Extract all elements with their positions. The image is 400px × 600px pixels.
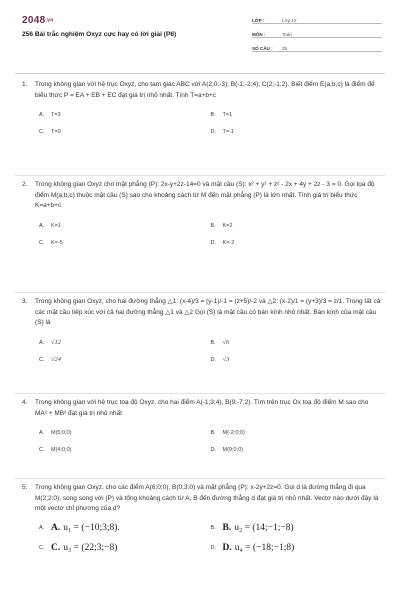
meta-value: Toán	[282, 32, 292, 37]
question-divider	[15, 292, 385, 293]
logo-suffix: .vn	[45, 17, 54, 24]
meta-label: SỐ CÂU :	[252, 46, 273, 51]
option-b[interactable]	[211, 428, 383, 439]
option-inner-letter: A.	[51, 523, 61, 534]
option-b[interactable]	[211, 523, 383, 534]
option-value: K=-5	[51, 239, 63, 246]
meta-row-socau	[252, 41, 382, 52]
option-letter: B.	[210, 112, 216, 119]
option-d[interactable]	[211, 127, 383, 138]
option-letter: C.	[39, 545, 45, 552]
question-3	[22, 297, 382, 369]
question-number: 5.	[22, 484, 28, 491]
option-letter: B.	[210, 339, 216, 346]
option-value: M(4;0;0)	[51, 447, 72, 454]
option-inner-letter: D.	[222, 543, 232, 554]
option-value: K=2	[222, 222, 233, 229]
option-letter: C.	[39, 447, 45, 454]
option-value: M(9;0;0)	[222, 447, 243, 454]
option-value: M(-2;0;0)	[222, 430, 245, 437]
question-stem: Trong không gian với hệ trục toạ độ Oxyz, cho hai điểm A(-1;3;4), B(9;-7;2). Tìm trên trục Ox toạ độ điểm M sao cho MA² + MB² đạt giá trị nhỏ nhất	[35, 399, 369, 417]
option-letter: C.	[39, 129, 45, 136]
option-c[interactable]	[39, 355, 211, 366]
option-inner-letter: C.	[51, 543, 61, 554]
question-divider	[15, 393, 385, 394]
meta-row-lop	[252, 13, 382, 24]
document-header	[0, 0, 400, 58]
option-letter: B.	[210, 222, 216, 229]
option-c[interactable]	[39, 238, 211, 249]
question-number: 3.	[22, 298, 28, 305]
question-stem: Trong không gian với hệ trục Oxyz, cho tam giác ABC với A(2;0;-3); B(-1;-2;4); C(2;-1;2). Biết điểm E(a,b,c) là điểm để biểu thức P = EA + EB + EC đạt giá trị nhỏ nhất. Tính T=a+b+c	[35, 81, 375, 99]
meta-value: Lớp 12	[282, 18, 297, 23]
option-d[interactable]	[211, 355, 383, 366]
option-letter: D.	[210, 356, 216, 363]
option-d[interactable]	[211, 445, 383, 456]
option-value: √12	[51, 338, 61, 346]
option-value: u₂ = (14;−1;−8)	[234, 523, 294, 534]
option-letter: D.	[210, 545, 216, 552]
option-d[interactable]	[211, 238, 383, 249]
option-letter: C.	[39, 356, 45, 363]
site-logo[interactable]	[22, 15, 54, 26]
option-value: T=0	[51, 129, 61, 136]
option-value: √6	[222, 338, 230, 346]
question-divider	[15, 175, 385, 176]
option-value: u₃ = (22;3;−8)	[63, 543, 118, 554]
logo-text: 2048	[22, 15, 46, 26]
question-stem: Trong không gian Oxyz cho mặt phẳng (P): 2x-y+2z-14=0 và mặt cầu (S): x² + y² + z² - 2x + 4y + 2z - 3 = 0. Gọi tọa độ điểm M(a;b;c) thuộc mặt cầu (S) sao cho khoảng cách từ M đến mặt phẳng (P) là lớn nhất. Tính giá trị biểu thức K=a+b+c	[35, 181, 375, 209]
option-a[interactable]	[39, 110, 211, 121]
question-5	[22, 483, 382, 559]
option-value: u₄ = (−18;−1;8)	[234, 543, 295, 554]
option-letter: A.	[39, 430, 45, 437]
option-letter: A.	[39, 525, 45, 532]
header-divider	[15, 73, 385, 74]
answer-options	[39, 335, 382, 369]
meta-label: MÔN :	[252, 32, 266, 37]
option-value: M(5;0;0)	[51, 430, 72, 437]
option-letter: B.	[210, 430, 216, 437]
option-letter: D.	[210, 239, 216, 246]
option-value: √3	[222, 355, 230, 363]
option-letter: B.	[210, 525, 216, 532]
option-letter: A.	[39, 112, 45, 119]
meta-label: LỚP :	[252, 18, 265, 23]
answer-options	[39, 107, 382, 141]
option-d[interactable]	[211, 543, 383, 554]
answer-options	[39, 218, 382, 252]
question-stem: Trong không gian Oxyz, cho các điểm A(6;0;0), B(0;3;0) và mặt phẳng (P): x-2y+2z=0. Gọi d là đường thẳng đi qua M(2;2;0), song song với (P) và tổng khoảng cách từ A, B đến đường thẳng d đạt giá trị nhỏ nhất. Vectơ nào dưới đây là một vectơ chỉ phương của d?	[35, 484, 379, 512]
option-value: T=-1	[222, 129, 234, 136]
question-number: 1.	[22, 81, 28, 88]
option-letter: D.	[210, 129, 216, 136]
page-title: 256 Bài trắc nghiệm Oxyz cực hay có lời giải (P6)	[22, 31, 177, 38]
meta-row-mon	[252, 27, 382, 38]
question-number: 2.	[22, 181, 28, 188]
option-value: √24	[51, 355, 61, 363]
question-number: 4.	[22, 399, 28, 406]
option-b[interactable]	[211, 110, 383, 121]
option-a[interactable]	[39, 428, 211, 439]
answer-options	[39, 519, 382, 559]
option-letter: D.	[210, 447, 216, 454]
question-stem: Trong không gian Oxyz, cho hai đường thẳng △1: (x-4)/3 = (y-1)/-1 = (z+5)/-2 và △2: (x-2)/1 = (y+3)/3 = z/1. Trong tất cả các mặt cầu tiếp xúc với cả hai đường thẳng △1 và △2 Gọi (S) là mặt cầu có bán kính nhỏ nhất. Bán kính của mặt cầu (S) là	[35, 298, 381, 326]
option-b[interactable]	[211, 338, 383, 349]
option-c[interactable]	[39, 543, 211, 554]
option-a[interactable]	[39, 523, 211, 534]
option-value: T=1	[222, 112, 233, 119]
option-c[interactable]	[39, 445, 211, 456]
option-inner-letter: B.	[222, 523, 232, 534]
question-4	[22, 398, 382, 459]
question-divider	[15, 478, 385, 479]
option-c[interactable]	[39, 127, 211, 138]
option-letter: A.	[39, 222, 45, 229]
question-2	[22, 180, 382, 252]
meta-info	[252, 13, 382, 55]
option-letter: A.	[39, 339, 45, 346]
option-value: T=3	[51, 112, 61, 119]
meta-value: 25	[282, 46, 288, 51]
option-a[interactable]	[39, 338, 211, 349]
option-letter: C.	[39, 239, 45, 246]
answer-options	[39, 425, 382, 459]
option-b[interactable]	[211, 221, 383, 232]
option-value: u₁ = (−10;3;8).	[63, 523, 120, 534]
option-value: K=1	[51, 222, 61, 229]
option-a[interactable]	[39, 221, 211, 232]
option-value: K=-2	[222, 239, 235, 246]
question-1	[22, 80, 382, 141]
